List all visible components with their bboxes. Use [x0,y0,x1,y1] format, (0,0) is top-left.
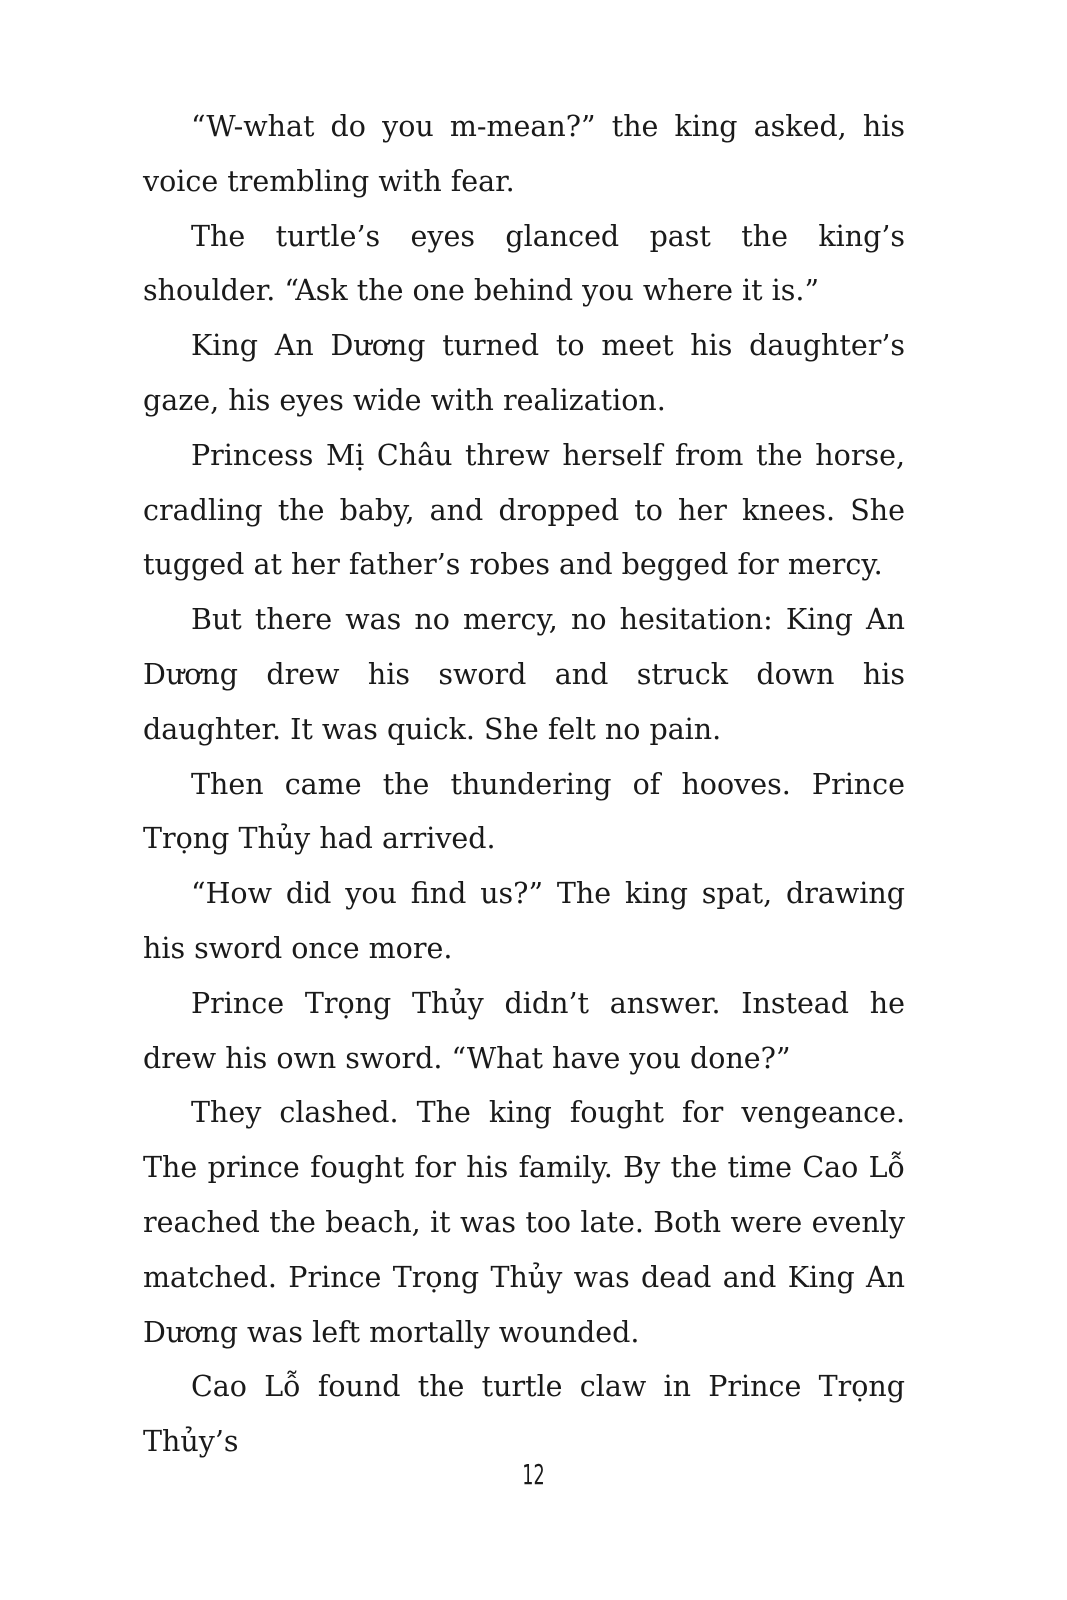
paragraph: Prince Trọng Thủy didn’t answer. Instead he drew his own sword. “What have you done?” [143,986,905,1075]
paragraph: Cao Lỗ found the turtle claw in Prince Trọng Thủy’s [143,1370,905,1459]
paragraph: King An Dương turned to meet his daughter’s gaze, his eyes wide with realization. [143,329,905,417]
paragraph: But there was no mercy, no hesitation: King An Dương drew his sword and struck down his daughter. It was quick. She felt no pain. [143,603,905,746]
paragraph: Princess Mị Châu threw herself from the horse, cradling the baby, and dropped to her knees. She tugged at her father’s robes and begged for mercy. [143,438,905,582]
paragraph: “How did you find us?” The king spat, drawing his sword once more. [143,877,905,965]
paragraph: Then came the thundering of hooves. Prince Trọng Thủy had arrived. [143,767,905,856]
paragraph: They clashed. The king fought for vengeance. The prince fought for his family. By the time Cao Lỗ reached the beach, it was too late. Both were evenly matched. Prince Trọng Thủy was dead and King An Dương was left mortally wounded. [143,1096,905,1349]
paragraph: “W-what do you m-mean?” the king asked, his voice trembling with fear. [143,110,905,198]
page-number: 12 [522,1458,545,1491]
paragraph: The turtle’s eyes glanced past the king’s shoulder. “Ask the one behind you where it is.” [143,219,905,308]
body-text [143,100,905,1470]
